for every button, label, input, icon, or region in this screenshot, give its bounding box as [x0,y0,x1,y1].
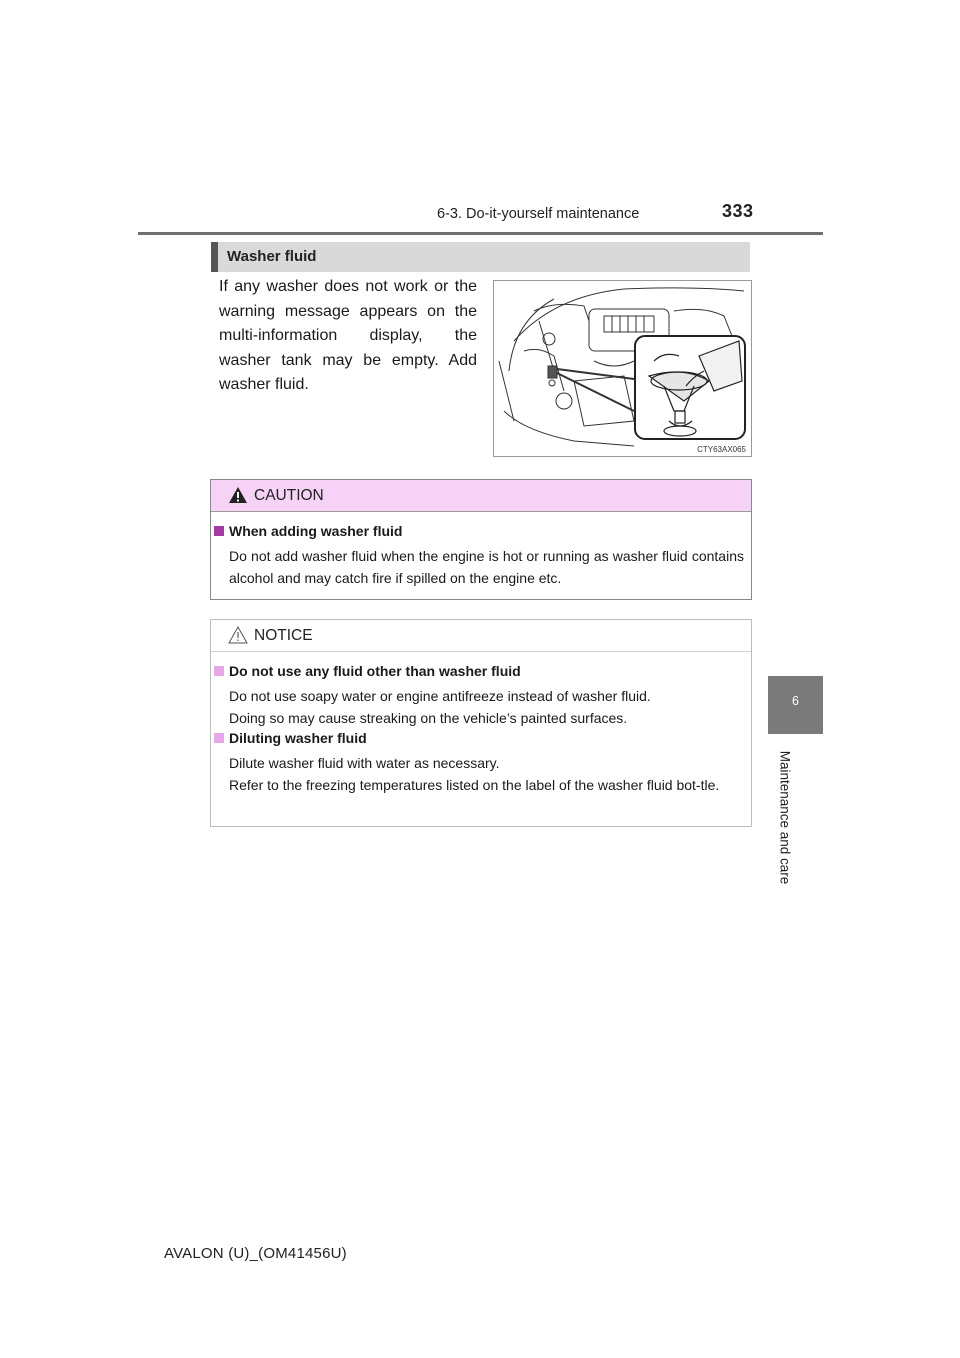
section-heading [211,242,750,272]
figure-code: CTY63AX065 [697,445,746,454]
caution-item-body: Do not add washer fluid when the engine is hot or running as washer fluid contains alcohol and may catch fire if spilled on the engine etc. [229,548,744,586]
caution-title: CAUTION [254,487,324,504]
caution-box [210,479,752,600]
notice-item-line: Do not use soapy water or engine antifreeze instead of washer fluid. [229,688,651,704]
caution-item [214,522,744,589]
section-title: Washer fluid [227,248,317,265]
notice-item [214,662,744,729]
notice-box [210,619,752,827]
chapter-label: Maintenance and care [777,750,793,885]
chapter-tab [768,676,823,734]
chapter-label-container [768,742,802,892]
caution-item-heading-text: When adding washer fluid [229,523,403,539]
chapter-number: 6 [792,694,799,708]
notice-header [211,620,751,652]
notice-item-line: Refer to the freezing temperatures listed on the label of the washer fluid bot-tle. [229,777,720,793]
notice-item-line: Dilute washer fluid with water as necessary. [229,755,500,771]
engine-bay-illustration [493,280,752,457]
notice-item-heading-text: Diluting washer fluid [229,730,367,746]
notice-item-line: Doing so may cause streaking on the vehicle’s painted surfaces. [229,710,628,726]
notice-title: NOTICE [254,627,313,644]
warning-triangle-outline-icon [228,626,248,644]
page-number: 333 [722,201,754,221]
notice-item-heading-text: Do not use any fluid other than washer fluid [229,663,521,679]
notice-item-heading [214,662,744,681]
notice-item-heading [214,729,744,748]
intro-paragraph: If any washer does not work or the warning message appears on the multi-information display, the washer tank may be empty. Add washer fluid. [219,278,477,393]
header-divider [138,232,823,235]
notice-item [214,729,744,796]
caution-item-heading [214,522,744,541]
running-header-section: 6-3. Do-it-yourself maintenance [437,206,640,222]
engine-bay-drawing [494,281,751,456]
bullet-square-icon [214,733,224,743]
caution-header [211,480,751,512]
footer-model-code: AVALON (U)_(OM41456U) [164,1245,347,1262]
bullet-square-icon [214,666,224,676]
bullet-square-icon [214,526,224,536]
section-heading-bar [211,242,218,272]
warning-triangle-icon [228,486,248,504]
